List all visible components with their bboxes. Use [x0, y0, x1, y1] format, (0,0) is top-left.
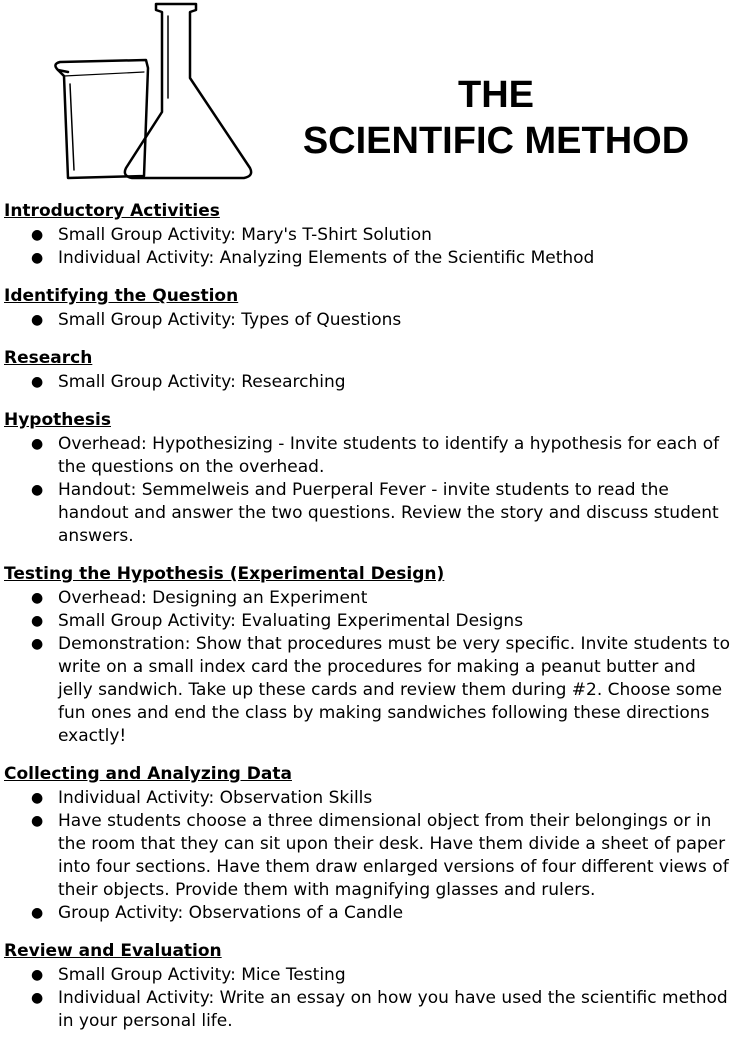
- list-item-text: Small Group Activity: Mary's T-Shirt Solution: [58, 225, 432, 245]
- bullet-list: [4, 964, 732, 1033]
- section: [4, 199, 732, 270]
- section: [4, 346, 732, 394]
- bullet-list: [4, 433, 732, 548]
- section-heading: Review and Evaluation: [4, 941, 222, 961]
- list-item-text: Have students choose a three dimensional object from their belongings or in the room that they can sit upon their desk. Have them divide a sheet of paper into four sections. Have them draw enlarged versions of four different views of their objects. Provide them with magnifying glasses and rulers.: [58, 811, 729, 900]
- section: [4, 562, 732, 748]
- bullet-list: [4, 371, 732, 394]
- list-item: [4, 433, 732, 479]
- bullet-list: [4, 787, 732, 925]
- bullet-icon: ●: [31, 374, 44, 390]
- list-item: [4, 964, 732, 987]
- list-item: [4, 633, 732, 748]
- bullet-icon: ●: [31, 590, 44, 606]
- list-item: [4, 309, 732, 332]
- list-item-text: Overhead: Designing an Experiment: [58, 588, 368, 608]
- section-heading: Hypothesis: [4, 410, 111, 430]
- list-item-text: Overhead: Hypothesizing - Invite students to identify a hypothesis for each of the questions on the overhead.: [58, 434, 720, 477]
- activity-outline: [4, 199, 732, 1033]
- page-title-line-2: SCIENTIFIC METHOD: [302, 120, 690, 162]
- list-item-text: Individual Activity: Analyzing Elements of the Scientific Method: [58, 248, 595, 268]
- bullet-icon: ●: [31, 905, 44, 921]
- section-heading: Testing the Hypothesis (Experimental Design): [4, 564, 445, 584]
- bullet-icon: ●: [31, 636, 44, 652]
- bullet-icon: ●: [31, 250, 44, 266]
- list-item: [4, 902, 732, 925]
- list-item: [4, 987, 732, 1033]
- bullet-list: [4, 224, 732, 270]
- bullet-icon: ●: [31, 436, 44, 452]
- bullet-icon: ●: [31, 990, 44, 1006]
- section-heading: Introductory Activities: [4, 201, 220, 221]
- list-item-text: Handout: Semmelweis and Puerperal Fever - invite students to read the handout and answer the two questions. Review the story and discuss student answers.: [58, 480, 719, 546]
- section-heading: Collecting and Analyzing Data: [4, 764, 292, 784]
- section: [4, 939, 732, 1033]
- page-title-line-1: THE: [458, 74, 534, 116]
- bullet-icon: ●: [31, 613, 44, 629]
- lab-glassware-icon: [44, 0, 264, 185]
- list-item: [4, 479, 732, 548]
- list-item-text: Demonstration: Show that procedures must be very specific. Invite students to write on a small index card the procedures for making a peanut butter and jelly sandwich. Take up these cards and review them during #2. Choose some fun ones and end the class by making sandwiches following these directions exactly!: [58, 634, 730, 746]
- bullet-icon: ●: [31, 967, 44, 983]
- list-item-text: Individual Activity: Write an essay on how you have used the scientific method in your personal life.: [58, 988, 728, 1031]
- bullet-icon: ●: [31, 482, 44, 498]
- list-item: [4, 787, 732, 810]
- section-heading: Identifying the Question: [4, 286, 239, 306]
- bullet-icon: ●: [31, 813, 44, 829]
- section: [4, 284, 732, 332]
- section-heading: Research: [4, 348, 93, 368]
- list-item: [4, 810, 732, 902]
- list-item-text: Small Group Activity: Mice Testing: [58, 965, 346, 985]
- list-item: [4, 610, 732, 633]
- bullet-icon: ●: [31, 790, 44, 806]
- list-item-text: Small Group Activity: Researching: [58, 372, 346, 392]
- list-item-text: Individual Activity: Observation Skills: [58, 788, 373, 808]
- list-item: [4, 247, 732, 270]
- list-item: [4, 371, 732, 394]
- bullet-list: [4, 587, 732, 748]
- section: [4, 408, 732, 548]
- bullet-icon: ●: [31, 227, 44, 243]
- bullet-icon: ●: [31, 312, 44, 328]
- list-item: [4, 587, 732, 610]
- list-item-text: Group Activity: Observations of a Candle: [58, 903, 404, 923]
- list-item-text: Small Group Activity: Evaluating Experimental Designs: [58, 611, 524, 631]
- list-item: [4, 224, 732, 247]
- list-item-text: Small Group Activity: Types of Questions: [58, 310, 402, 330]
- bullet-list: [4, 309, 732, 332]
- section: [4, 762, 732, 925]
